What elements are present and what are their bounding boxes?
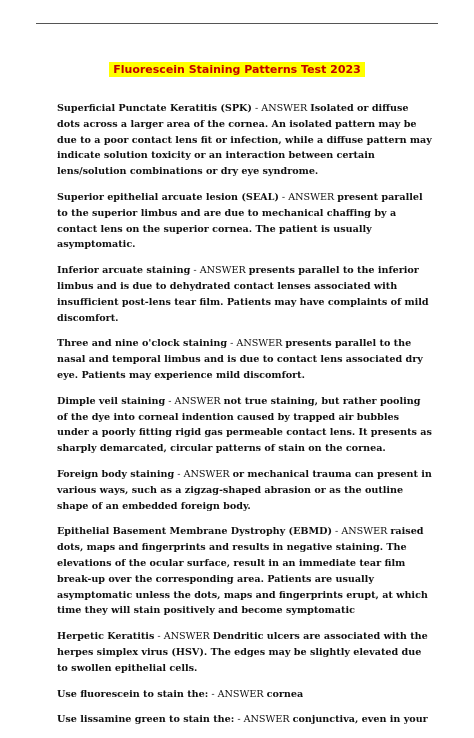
answer-separator: - ANSWER [208, 688, 267, 700]
answer-separator: - ANSWER [165, 395, 224, 407]
question-text: Dimple veil staining [57, 395, 166, 407]
answer-separator: - ANSWER [227, 338, 286, 350]
question-text: Herpetic Keratitis [57, 631, 155, 643]
qa-item [57, 629, 433, 676]
answer-separator: - ANSWER [278, 191, 338, 203]
answer-text: Dendritic ulcers are associated with the herpes simplex virus (HSV). The edges may be slightly elevated due to swollen epithelial cells. [57, 631, 428, 674]
question-text: Use lissamine green to stain the: [57, 714, 235, 726]
answer-separator: - ANSWER [174, 468, 233, 480]
question-text: Three and nine o'clock staining [57, 338, 228, 350]
answer-separator: - ANSWER [234, 714, 293, 726]
answer-separator: - ANSWER [154, 631, 213, 643]
answer-text: conjunctiva, even in your [292, 714, 428, 726]
qa-item [57, 101, 433, 180]
qa-item [57, 524, 433, 619]
top-rule [36, 23, 438, 24]
answer-text: presents parallel to the nasal and temporal limbus and is due to contact lens associated dry eye. Patients may experience mild discomfort. [57, 338, 423, 381]
answer-text: cornea [266, 688, 304, 700]
question-text: Superior epithelial arcuate lesion (SEAL) [57, 191, 279, 203]
title-wrap [0, 58, 474, 77]
question-text: Foreign body staining [57, 468, 175, 480]
document-body [57, 101, 433, 738]
answer-separator: - ANSWER [251, 103, 311, 114]
answer-text: or mechanical trauma can present in various ways, such as a zigzag-shaped abrasion or as the outline shape of an embedded foreign body. [57, 468, 432, 512]
answer-text: presents parallel to the inferior limbus and is due to dehydrated contact lenses associated with insufficient post-lens tear film. Patients may have complaints of mild discomfort. [57, 265, 429, 324]
qa-item [57, 336, 433, 383]
question-text: Epithelial Basement Membrane Dystrophy (EBMD) [57, 526, 332, 538]
question-text: Use fluorescein to stain the: [57, 688, 209, 700]
answer-separator: - ANSWER [190, 265, 249, 277]
answer-text: present parallel to the superior limbus and are due to mechanical chaffing by a contact lens on the superior cornea. The patient is usually asymptomatic. [57, 191, 423, 251]
qa-item [57, 467, 433, 514]
qa-item [57, 190, 433, 253]
question-text: Superficial Punctate Keratitis (SPK) [57, 103, 252, 114]
qa-item [57, 712, 433, 728]
answer-text: not true staining, but rather pooling of the dye into corneal indention caused by trapped air bubbles under a poorly fitting rigid gas permeable contact lens. It presents as sharply demarcated, circular patterns of stain on the cornea. [57, 395, 432, 455]
question-text: Inferior arcuate staining [57, 265, 191, 277]
qa-item [57, 263, 433, 326]
answer-text: Isolated or diffuse dots across a larger area of the cornea. An isolated pattern may be due to a poor contact lens fit or infection, while a diffuse pattern may indicate solution toxicity or an interaction between certain lens/solution combinations or dry eye syndrome. [57, 103, 432, 178]
qa-item [57, 687, 433, 703]
document-title: Fluorescein Staining Patterns Test 2023 [109, 62, 365, 77]
answer-text: raised dots, maps and fingerprints and results in negative staining. The elevations of the ocular surface, result in an immediate tear film break-up over the corresponding area. Patients are usually asymptomatic unless the dots, maps and fingerprints erupt, at which time they will stain positively and become symptomatic [57, 526, 428, 617]
qa-item [57, 394, 433, 457]
answer-separator: - ANSWER [332, 526, 391, 538]
